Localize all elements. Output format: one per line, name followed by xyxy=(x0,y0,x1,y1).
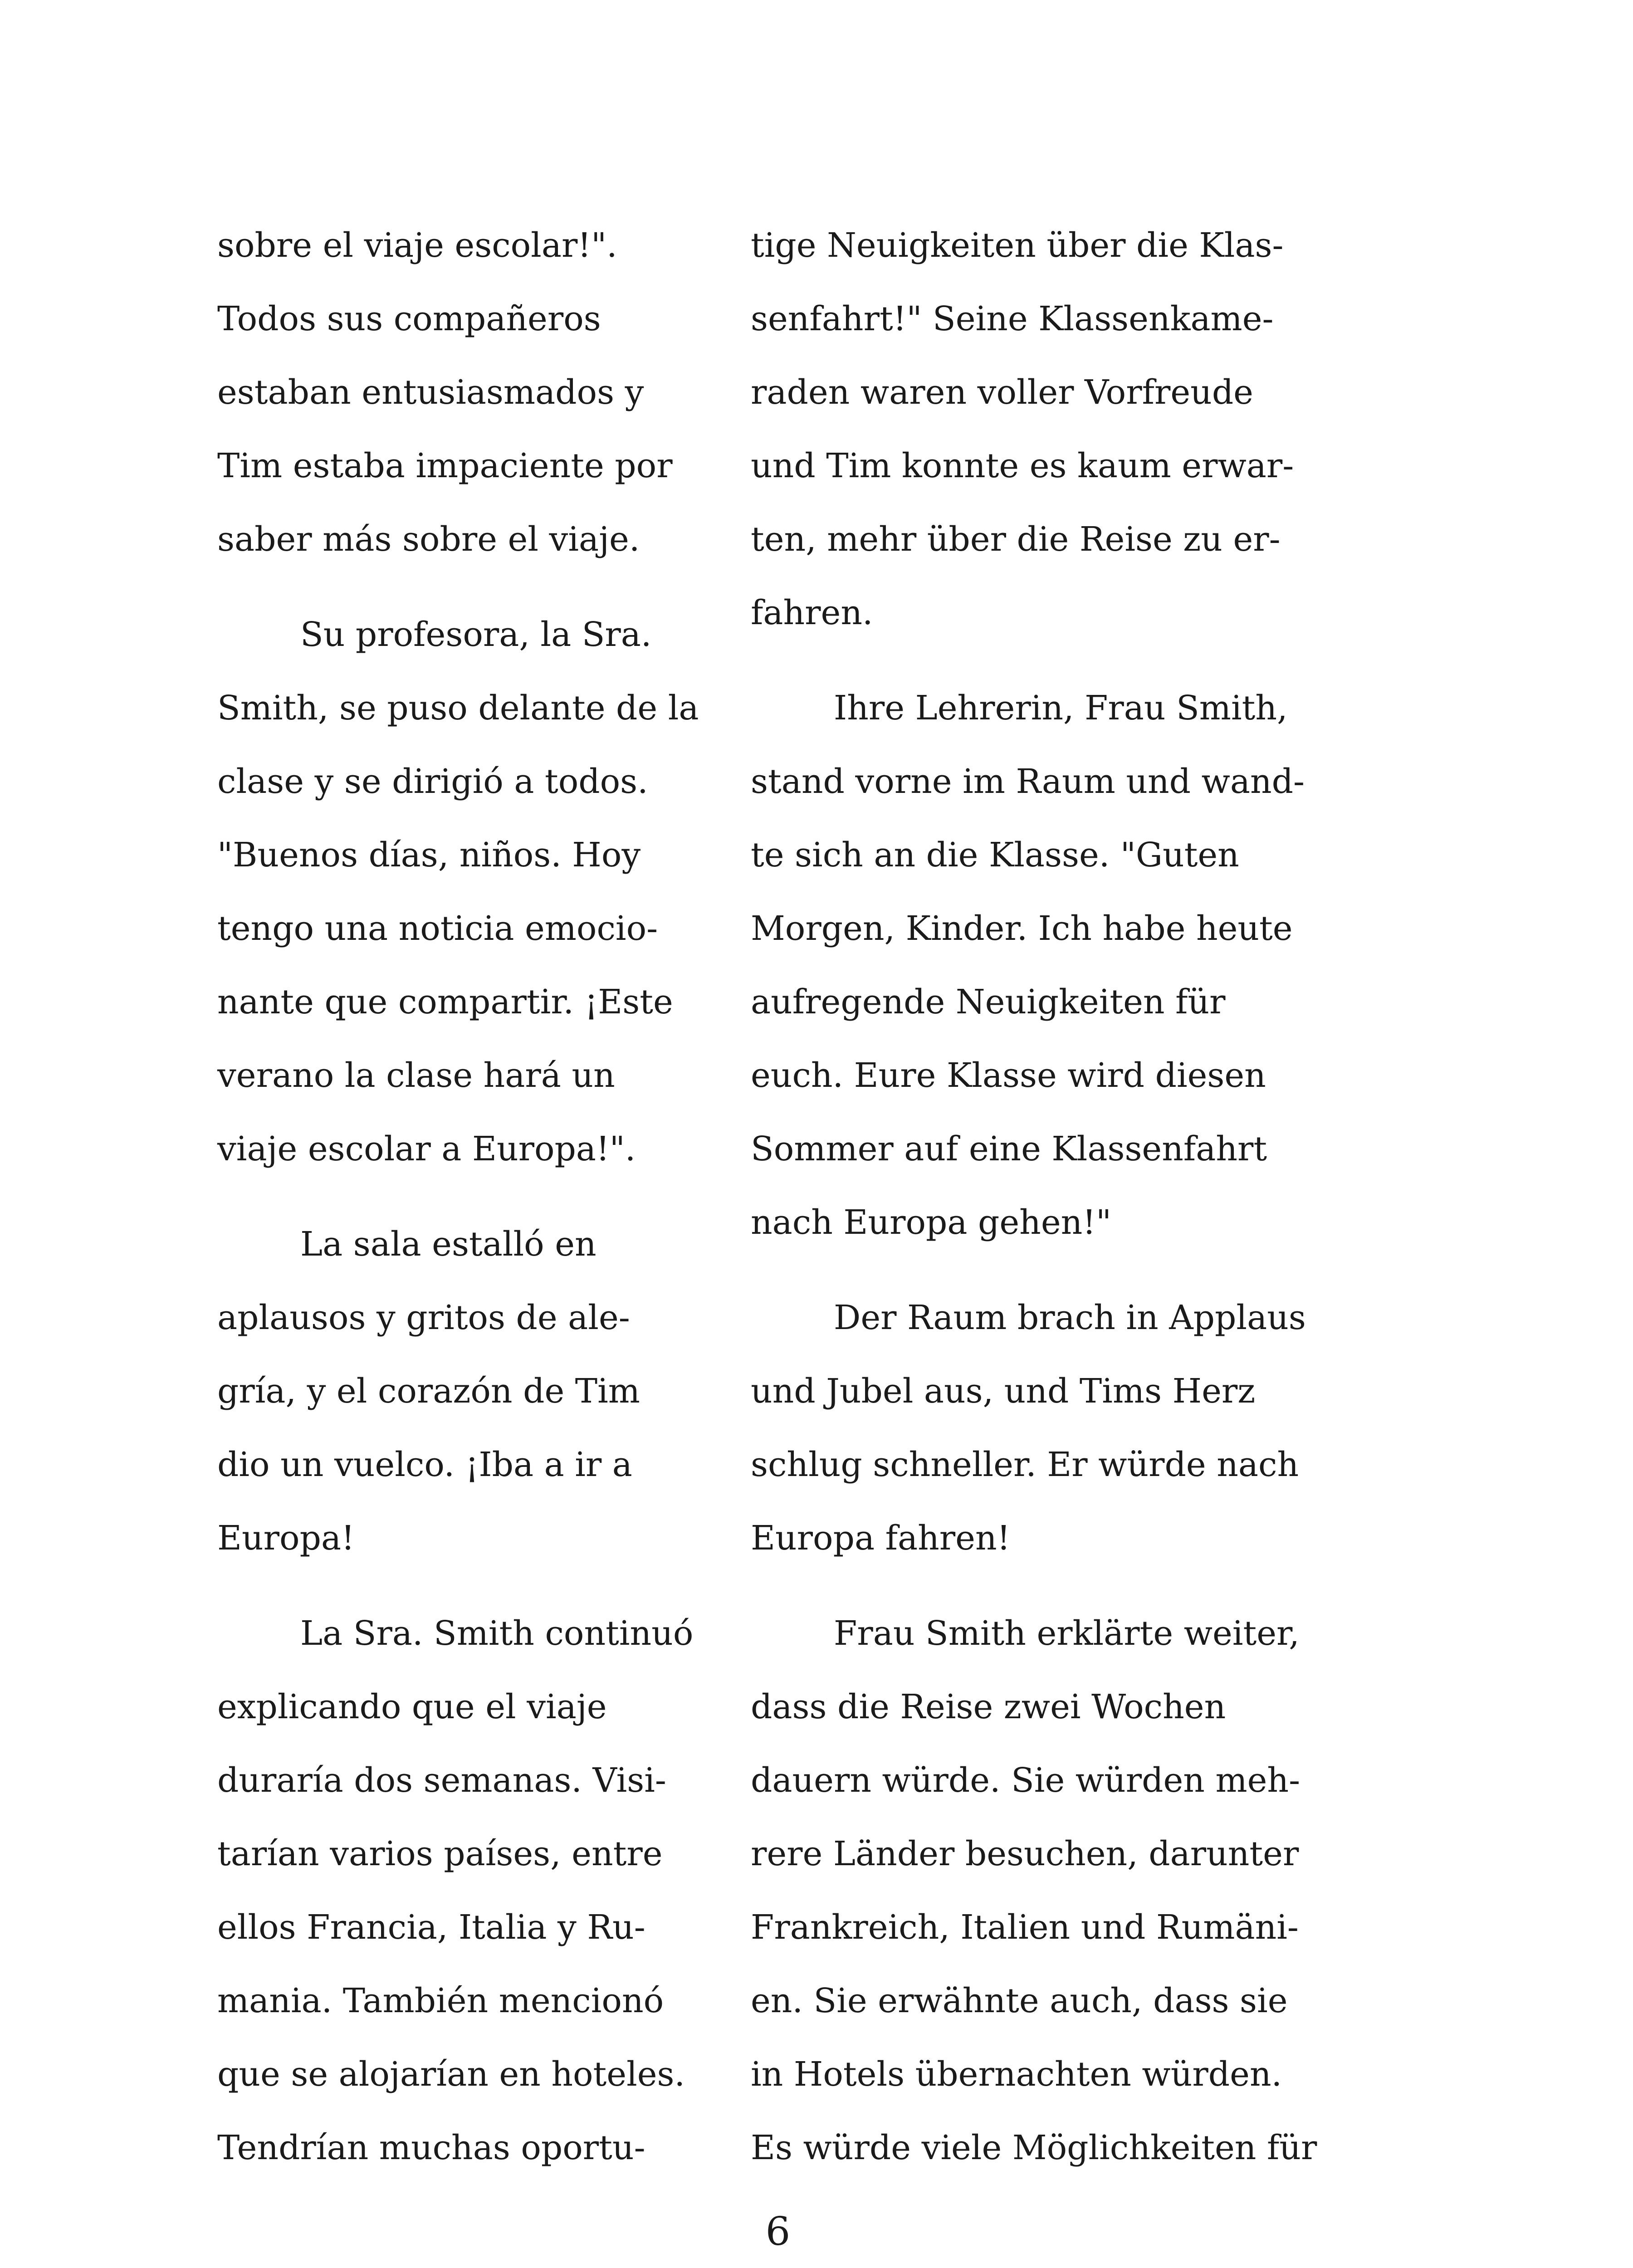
text-line: en. Sie erwähnte auch, dass sie xyxy=(751,1981,1288,2020)
paragraph xyxy=(217,1597,739,2185)
text-line: Todos sus compañeros xyxy=(217,299,601,338)
text-line: nach Europa gehen!" xyxy=(751,1203,1112,1242)
text-line: senfahrt!" Seine Klassenkame- xyxy=(751,299,1274,338)
text-line: te sich an die Klasse. "Guten xyxy=(751,836,1239,875)
text-line: La sala estalló en xyxy=(300,1225,596,1264)
text-line: Ihre Lehrerin, Frau Smith, xyxy=(834,689,1288,728)
text-line: fahren. xyxy=(751,593,873,632)
text-line: clase y se dirigió a todos. xyxy=(217,762,648,801)
text-line: gría, y el corazón de Tim xyxy=(217,1372,640,1411)
text-line: Su profesora, la Sra. xyxy=(300,615,652,654)
paragraph xyxy=(751,1281,1349,1575)
text-line: ten, mehr über die Reise zu er- xyxy=(751,520,1281,559)
text-line: estaban entusiasmados y xyxy=(217,373,644,412)
text-line: mania. También mencionó xyxy=(217,1981,664,2020)
text-line: und Tim konnte es kaum erwar- xyxy=(751,446,1294,485)
text-line: stand vorne im Raum und wand- xyxy=(751,762,1305,801)
text-line: Sommer auf eine Klassenfahrt xyxy=(751,1129,1267,1168)
text-line: tengo una noticia emocio- xyxy=(217,909,658,948)
text-line: dio un vuelco. ¡Iba a ir a xyxy=(217,1445,632,1484)
text-line: in Hotels übernachten würden. xyxy=(751,2055,1282,2094)
text-line: schlug schneller. Er würde nach xyxy=(751,1445,1299,1484)
text-line: tarían varios países, entre xyxy=(217,1834,663,1873)
text-line: Es würde viele Möglichkeiten für xyxy=(751,2128,1317,2167)
text-line: Der Raum brach in Applaus xyxy=(834,1298,1306,1337)
text-line: dass die Reise zwei Wochen xyxy=(751,1687,1226,1726)
text-line: dauern würde. Sie würden meh- xyxy=(751,1761,1301,1800)
text-line: que se alojarían en hoteles. xyxy=(217,2055,685,2094)
text-line: Tendrían muchas oportu- xyxy=(217,2128,645,2167)
text-line: sobre el viaje escolar!". xyxy=(217,226,617,265)
page-number: 6 xyxy=(765,2209,791,2254)
paragraph xyxy=(751,1597,1349,2185)
text-line: rere Länder besuchen, darunter xyxy=(751,1834,1299,1873)
paragraph xyxy=(751,671,1349,1259)
text-line: La Sra. Smith continuó xyxy=(300,1614,694,1653)
spanish-text-column xyxy=(217,209,739,2206)
text-line: tige Neuigkeiten über die Klas- xyxy=(751,226,1284,265)
text-line: nante que compartir. ¡Este xyxy=(217,982,673,1022)
text-line: aplausos y gritos de ale- xyxy=(217,1298,630,1337)
paragraph xyxy=(751,209,1349,650)
text-line: ellos Francia, Italia y Ru- xyxy=(217,1908,645,1947)
paragraph xyxy=(217,1207,739,1575)
text-line: saber más sobre el viaje. xyxy=(217,520,640,559)
text-line: euch. Eure Klasse wird diesen xyxy=(751,1056,1266,1095)
paragraph xyxy=(217,209,739,576)
text-line: viaje escolar a Europa!". xyxy=(217,1129,636,1168)
text-line: Frau Smith erklärte weiter, xyxy=(834,1614,1300,1653)
text-line: explicando que el viaje xyxy=(217,1687,607,1726)
text-line: Europa! xyxy=(217,1519,355,1558)
text-line: Smith, se puso delante de la xyxy=(217,689,699,728)
text-line: aufregende Neuigkeiten für xyxy=(751,982,1226,1022)
text-line: Europa fahren! xyxy=(751,1519,1011,1558)
text-line: verano la clase hará un xyxy=(217,1056,615,1095)
text-line: Tim estaba impaciente por xyxy=(217,446,673,485)
text-line: raden waren voller Vorfreude xyxy=(751,373,1253,412)
text-line: Morgen, Kinder. Ich habe heute xyxy=(751,909,1293,948)
text-line: duraría dos semanas. Visi- xyxy=(217,1761,666,1800)
text-line: und Jubel aus, und Tims Herz xyxy=(751,1372,1256,1411)
text-line: Frankreich, Italien und Rumäni- xyxy=(751,1908,1299,1947)
text-line: "Buenos días, niños. Hoy xyxy=(217,836,641,875)
german-text-column xyxy=(751,209,1349,2206)
paragraph xyxy=(217,598,739,1186)
